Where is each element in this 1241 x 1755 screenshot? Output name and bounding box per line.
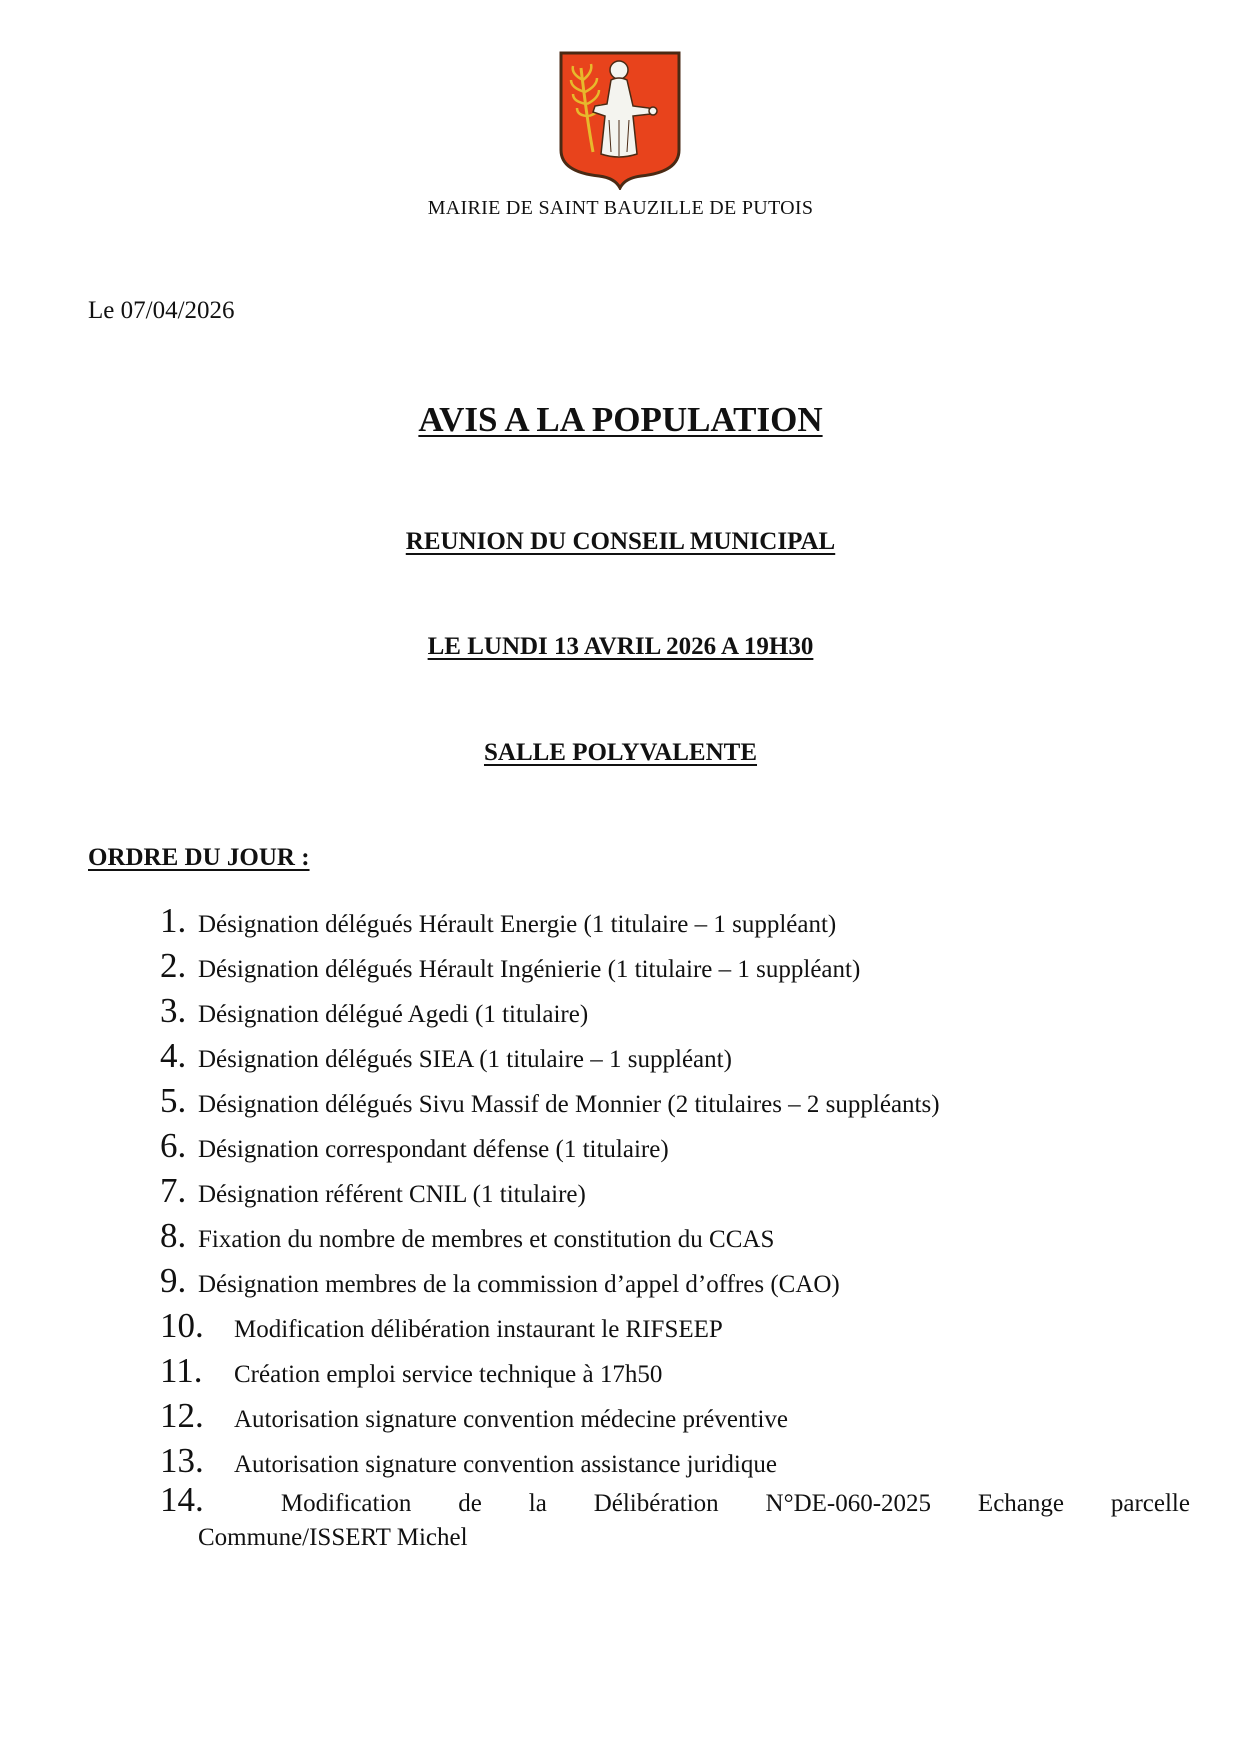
page-title: AVIS A LA POPULATION <box>418 400 823 439</box>
agenda-item <box>160 1438 1190 1483</box>
agenda-item <box>160 1480 1190 1557</box>
agenda-item-number: 12. <box>160 1396 204 1435</box>
agenda-item-word: la <box>528 1490 547 1517</box>
agenda-item-number: 4. <box>160 1036 187 1075</box>
agenda-item <box>160 988 1190 1033</box>
agenda-item-text: Désignation correspondant défense (1 titulaire) <box>198 1136 669 1163</box>
agenda-item-text: Désignation délégués Hérault Energie (1 titulaire – 1 suppléant) <box>198 911 837 938</box>
agenda-item-number: 13. <box>160 1441 204 1480</box>
agenda-item-text: Création emploi service technique à 17h50 <box>234 1361 663 1388</box>
agenda-item-text: Désignation délégués Sivu Massif de Monnier (2 titulaires – 2 suppléants) <box>198 1091 940 1118</box>
agenda-item-text: Désignation délégué Agedi (1 titulaire) <box>198 1001 589 1028</box>
agenda-item-number: 1. <box>160 901 187 940</box>
agenda-item-number: 2. <box>160 946 187 985</box>
mairie-header: MAIRIE DE SAINT BAUZILLE DE PUTOIS <box>427 197 814 219</box>
agenda-item <box>160 1123 1190 1168</box>
agenda-item-number: 9. <box>160 1261 187 1300</box>
document-date: Le 07/04/2026 <box>88 297 235 324</box>
agenda-list <box>160 898 1190 1557</box>
agenda-item-text: Désignation référent CNIL (1 titulaire) <box>198 1181 586 1208</box>
agenda-item-word: parcelle <box>1110 1490 1190 1517</box>
agenda-item <box>160 1033 1190 1078</box>
agenda-item-number: 3. <box>160 991 187 1030</box>
agenda-item-text: Autorisation signature convention assistance juridique <box>234 1451 777 1478</box>
agenda-item <box>160 898 1190 943</box>
agenda-item-text: Désignation délégués Hérault Ingénierie (1 titulaire – 1 suppléant) <box>198 956 861 983</box>
agenda-item <box>160 1078 1190 1123</box>
coat-of-arms-icon <box>557 50 683 190</box>
agenda-item-text: Désignation délégués SIEA (1 titulaire – 1 suppléant) <box>198 1046 732 1073</box>
agenda-item-text: Autorisation signature convention médecine préventive <box>234 1406 788 1433</box>
agenda-item-text: Désignation membres de la commission d’appel d’offres (CAO) <box>198 1271 840 1298</box>
agenda-item <box>160 1168 1190 1213</box>
agenda-item <box>160 943 1190 988</box>
agenda-heading: ORDRE DU JOUR : <box>88 844 310 871</box>
agenda-item-number: 5. <box>160 1081 187 1120</box>
agenda-item-text: Fixation du nombre de membres et constitution du CCAS <box>198 1226 775 1253</box>
agenda-item-number: 11. <box>160 1351 203 1390</box>
agenda-item-text: Modification délibération instaurant le RIFSEEP <box>234 1316 723 1343</box>
agenda-item <box>160 1348 1190 1393</box>
agenda-item-word: de <box>458 1490 482 1517</box>
agenda-item-number-visible: 14. <box>160 1480 204 1519</box>
agenda-item-line <box>160 1480 1190 1521</box>
agenda-item-number: 6. <box>160 1126 187 1165</box>
meeting-datetime: LE LUNDI 13 AVRIL 2026 A 19H30 <box>427 633 814 660</box>
meeting-location: SALLE POLYVALENTE <box>483 739 758 766</box>
agenda-item-word: Délibération <box>593 1490 719 1517</box>
meeting-subtitle: REUNION DU CONSEIL MUNICIPAL <box>405 528 836 555</box>
agenda-item-word: N°DE-060-2025 <box>765 1490 932 1517</box>
agenda-item-number: 8. <box>160 1216 187 1255</box>
agenda-item-number: 10. <box>160 1306 204 1345</box>
agenda-item <box>160 1258 1190 1303</box>
agenda-item-word: Modification <box>280 1490 412 1517</box>
agenda-item <box>160 1393 1190 1438</box>
agenda-item-word: Echange <box>977 1490 1064 1517</box>
agenda-item <box>160 1213 1190 1258</box>
agenda-item-number: 7. <box>160 1171 187 1210</box>
agenda-item-line: Commune/ISSERT Michel <box>198 1524 468 1551</box>
agenda-item <box>160 1303 1190 1348</box>
